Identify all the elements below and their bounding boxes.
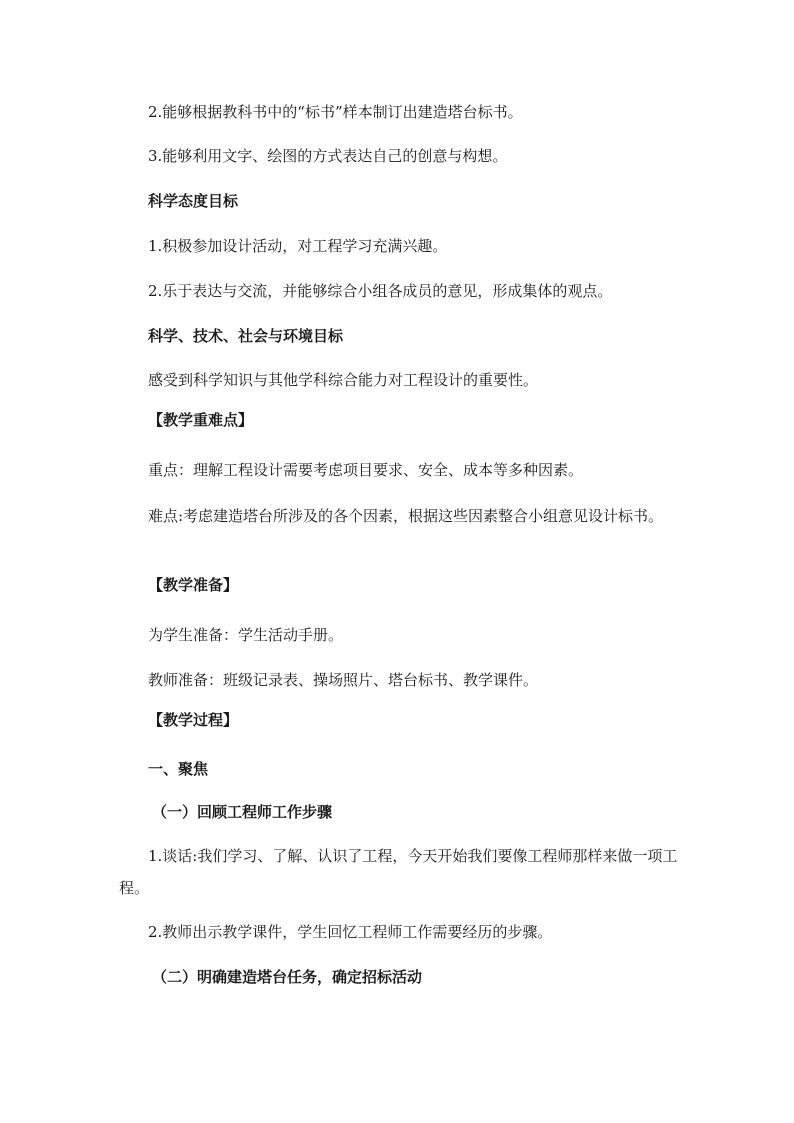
section-heading-preparation: 【教学准备】: [148, 576, 239, 594]
attitude-line-1: 1.积极参加设计活动，对工程学习充满兴趣。: [148, 237, 448, 255]
objective-line-2: 2.能够根据教科书中的“标书”样本制订出建造塔台标书。: [148, 103, 523, 121]
teacher-preparation-line: 教师准备：班级记录表、操场照片、塔台标书、教学课件。: [148, 671, 539, 689]
teacher-shows-line: 2.教师出示教学课件，学生回忆工程师工作需要经历的步骤。: [148, 923, 553, 941]
difficult-point-paragraph: 难点:考虑建造塔台所涉及的各个因素，根据这些因素整合小组意见设计标书。: [148, 507, 664, 525]
attitude-line-2: 2.乐于表达与交流，并能够综合小组各成员的意见，形成集体的观点。: [148, 282, 613, 300]
objective-line-3: 3.能够利用文字、绘图的方式表达自己的创意与构想。: [148, 147, 508, 165]
subheading-tower-task: （二）明确建造塔台任务，确定招标活动: [152, 968, 423, 986]
step-heading-focus: 一、聚焦: [148, 760, 209, 778]
talk-paragraph: 1.谈话:我们学习、了解、认识了工程，今天开始我们要像工程师那样来做一项工程。: [119, 847, 678, 897]
section-heading-stse: 科学、技术、社会与环境目标: [148, 327, 344, 345]
subheading-review-steps: （一）回顾工程师工作步骤: [152, 803, 333, 821]
key-point-line: 重点：理解工程设计需要考虑项目要求、安全、成本等多种因素。: [148, 461, 584, 479]
stse-line: 感受到科学知识与其他学科综合能力对工程设计的重要性。: [148, 371, 539, 389]
student-preparation-line: 为学生准备：学生活动手册。: [148, 626, 344, 644]
section-heading-key-points: 【教学重难点】: [148, 411, 254, 429]
section-heading-process: 【教学过程】: [148, 711, 239, 729]
section-heading-attitude: 科学态度目标: [148, 192, 239, 210]
